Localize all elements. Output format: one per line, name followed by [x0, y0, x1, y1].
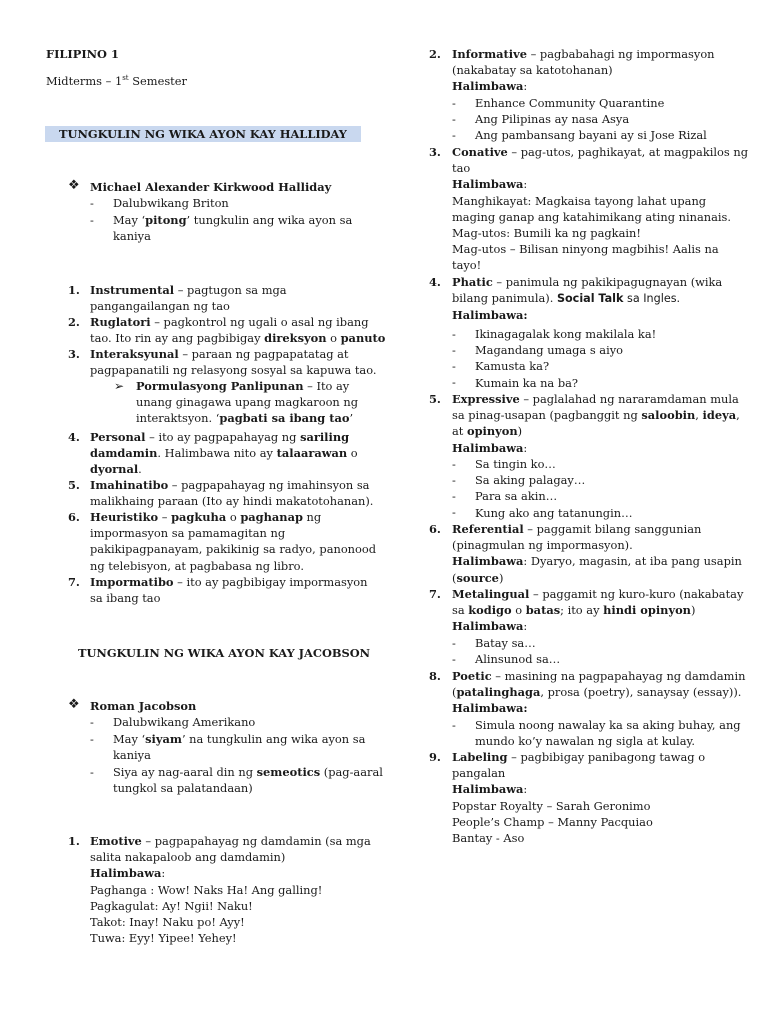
list-number: 4.	[68, 430, 80, 444]
list-number: 9.	[429, 750, 441, 764]
dash-bullet-icon: -	[452, 128, 456, 142]
dash-bullet-icon: -	[452, 359, 456, 373]
dash-bullet-icon: -	[452, 375, 456, 389]
dash-bullet-icon: -	[90, 715, 94, 729]
dash-bullet-icon: -	[452, 652, 456, 666]
dash-bullet-icon: -	[452, 96, 456, 110]
example-item: Batay sa… Alinsunod sa…	[475, 636, 561, 667]
list-number: 5.	[68, 478, 80, 492]
list-item: Heuristiko – pagkuha o paghanap ng impormasyon sa pamamagitan ng pakikipagpanayam, pakikinig sa radyo, panonood ng telebisyon, at pagbabasa ng libro.	[90, 510, 377, 573]
list-item: Instrumental – pagtugon sa mga pangangailangan ng tao	[90, 283, 287, 314]
dash-bullet-icon: -	[452, 718, 456, 732]
list-number: 2.	[68, 315, 80, 329]
jacobson-bullet: May ‘siyam’ na tungkulin ang wika ayon sa kaniya	[113, 732, 366, 763]
jacobson-heading: TUNGKULIN NG WIKA AYON KAY JACOBSON	[78, 646, 371, 660]
list-item: Metalingual – paggamit ng kuro-kuro (nakabatay sa kodigo o batas; ito ay hindi opinyon) Halimbawa:	[452, 587, 744, 634]
list-item: Referential – paggamit bilang sanggunian (pinagmulan ng impormasyon). Halimbawa: Dyaryo, magasin, at iba pang usapin (source)	[452, 522, 742, 585]
dash-bullet-icon: -	[452, 489, 456, 503]
list-item: Personal – ito ay pagpapahayag ng sariling damdamin. Halimbawa nito ay talaarawan o dyornal.	[90, 430, 358, 477]
list-number: 6.	[68, 510, 80, 524]
dash-bullet-icon: -	[90, 765, 94, 779]
diamond-bullet-icon: ❖	[68, 178, 80, 193]
list-item: Informative – pagbabahagi ng impormasyon (nakabatay sa katotohanan) Halimbawa:	[452, 47, 715, 94]
arrow-bullet-icon: ➢	[114, 379, 125, 393]
list-item: Imahinatibo – pagpapahayag ng imahinsyon sa malikhaing paraan (Ito ay hindi makatotohanan).	[90, 478, 374, 509]
diamond-bullet-icon: ❖	[68, 697, 80, 712]
list-item: Phatic – panimula ng pakikipagugnayan (wika bilang panimula). Social Talk sa Ingles. Halimbawa:	[452, 275, 723, 323]
list-item: Labeling – pagbibigay panibagong tawag o pangalan Halimbawa: Popstar Royalty – Sarah Geronimo People’s Champ – Manny Pacquiao Bantay - Aso	[452, 750, 706, 846]
list-number: 1.	[68, 283, 80, 297]
jacobson-bullet: Dalubwikang Amerikano	[113, 715, 256, 729]
example-item: Enhance Community Quarantine Ang Pilipinas ay nasa Asya Ang pambansang bayani ay si Jose Rizal	[475, 96, 707, 143]
dash-bullet-icon: -	[90, 732, 94, 746]
list-number: 4.	[429, 275, 441, 289]
halliday-bullet: May ‘pitong’ tungkulin ang wika ayon sa kaniya	[113, 213, 353, 244]
dash-bullet-icon: -	[90, 213, 94, 227]
halliday-person: Michael Alexander Kirkwood Halliday	[90, 180, 332, 194]
dash-bullet-icon: -	[452, 636, 456, 650]
list-number: 1.	[68, 834, 80, 848]
dash-bullet-icon: -	[452, 327, 456, 341]
jacobson-bullet: Siya ay nag-aaral din ng semeotics (pag-aaral tungkol sa palatandaan)	[113, 765, 383, 796]
list-item: Poetic – masining na pagpapahayag ng damdamin (patalinghaga, prosa (poetry), sanaysay (essay)). Halimbawa:	[452, 669, 746, 716]
dash-bullet-icon: -	[452, 343, 456, 357]
list-number: 7.	[429, 587, 441, 601]
dash-bullet-icon: -	[452, 505, 456, 519]
list-item: Interaksyunal – paraan ng pagpapatatag at pagpapanatili ng relasyong sosyal sa kapuwa tao.	[90, 347, 377, 378]
list-item: Conative – pag-utos, paghikayat, at magpakilos ng tao Halimbawa: Manghikayat: Magkaisa tayong lahat upang maging ganap ang katahimikang ating ninanais. Mag-utos: Bumili ka ng pagkain! Mag-utos – Bilisan ninyong magbihis! Aalis na tayo!	[452, 145, 748, 273]
list-item: Impormatibo – ito ay pagbibigay impormasyon sa ibang tao	[90, 575, 368, 606]
dash-bullet-icon: -	[90, 196, 94, 210]
list-number: 3.	[68, 347, 80, 361]
list-number: 3.	[429, 145, 441, 159]
list-number: 2.	[429, 47, 441, 61]
term-label: Midterms – 1st Semester	[46, 74, 187, 88]
course-title: FILIPINO 1	[46, 47, 119, 61]
list-number: 8.	[429, 669, 441, 683]
dash-bullet-icon: -	[452, 112, 456, 126]
halliday-bullet: Dalubwikang Briton	[113, 196, 229, 210]
list-item: Expressive – paglalahad ng nararamdaman mula sa pinag-usapan (pagbanggit ng saloobin, ideya, at opinyon) Halimbawa:	[452, 392, 740, 455]
list-number: 7.	[68, 575, 80, 589]
list-number: 5.	[429, 392, 441, 406]
list-number: 6.	[429, 522, 441, 536]
example-item: Ikinagagalak kong makilala ka! Magandang umaga s aiyo Kamusta ka? Kumain ka na ba?	[475, 327, 657, 390]
halliday-heading: TUNGKULIN NG WIKA AYON KAY HALLIDAY	[59, 127, 347, 141]
jacobson-person: Roman Jacobson	[90, 699, 197, 713]
example-item: Sa tingin ko… Sa aking palagay… Para sa akin… Kung ako ang tatanungin…	[475, 457, 633, 520]
sub-list-item: Pormulasyong Panlipunan – Ito ay unang ginagawa upang magkaroon ng interaktsyon. ‘pagbati sa ibang tao’	[136, 379, 359, 426]
list-item: Ruglatori – pagkontrol ng ugali o asal ng ibang tao. Ito rin ay ang pagbibigay direksyon o panuto	[90, 315, 386, 346]
list-item: Emotive – pagpapahayag ng damdamin (sa mga salita nakapaloob ang damdamin) Halimbawa: Paghanga : Wow! Naks Ha! Ang galling! Pagkagulat: Ay! Ngii! Naku! Takot: Inay! Naku po! Ayy! Tuwa: Eyy! Yipee! Yehey!	[90, 834, 371, 946]
dash-bullet-icon: -	[452, 457, 456, 471]
dash-bullet-icon: -	[452, 473, 456, 487]
example-item: Simula noong nawalay ka sa aking buhay, ang mundo ko’y nawalan ng sigla at kulay.	[475, 718, 741, 749]
